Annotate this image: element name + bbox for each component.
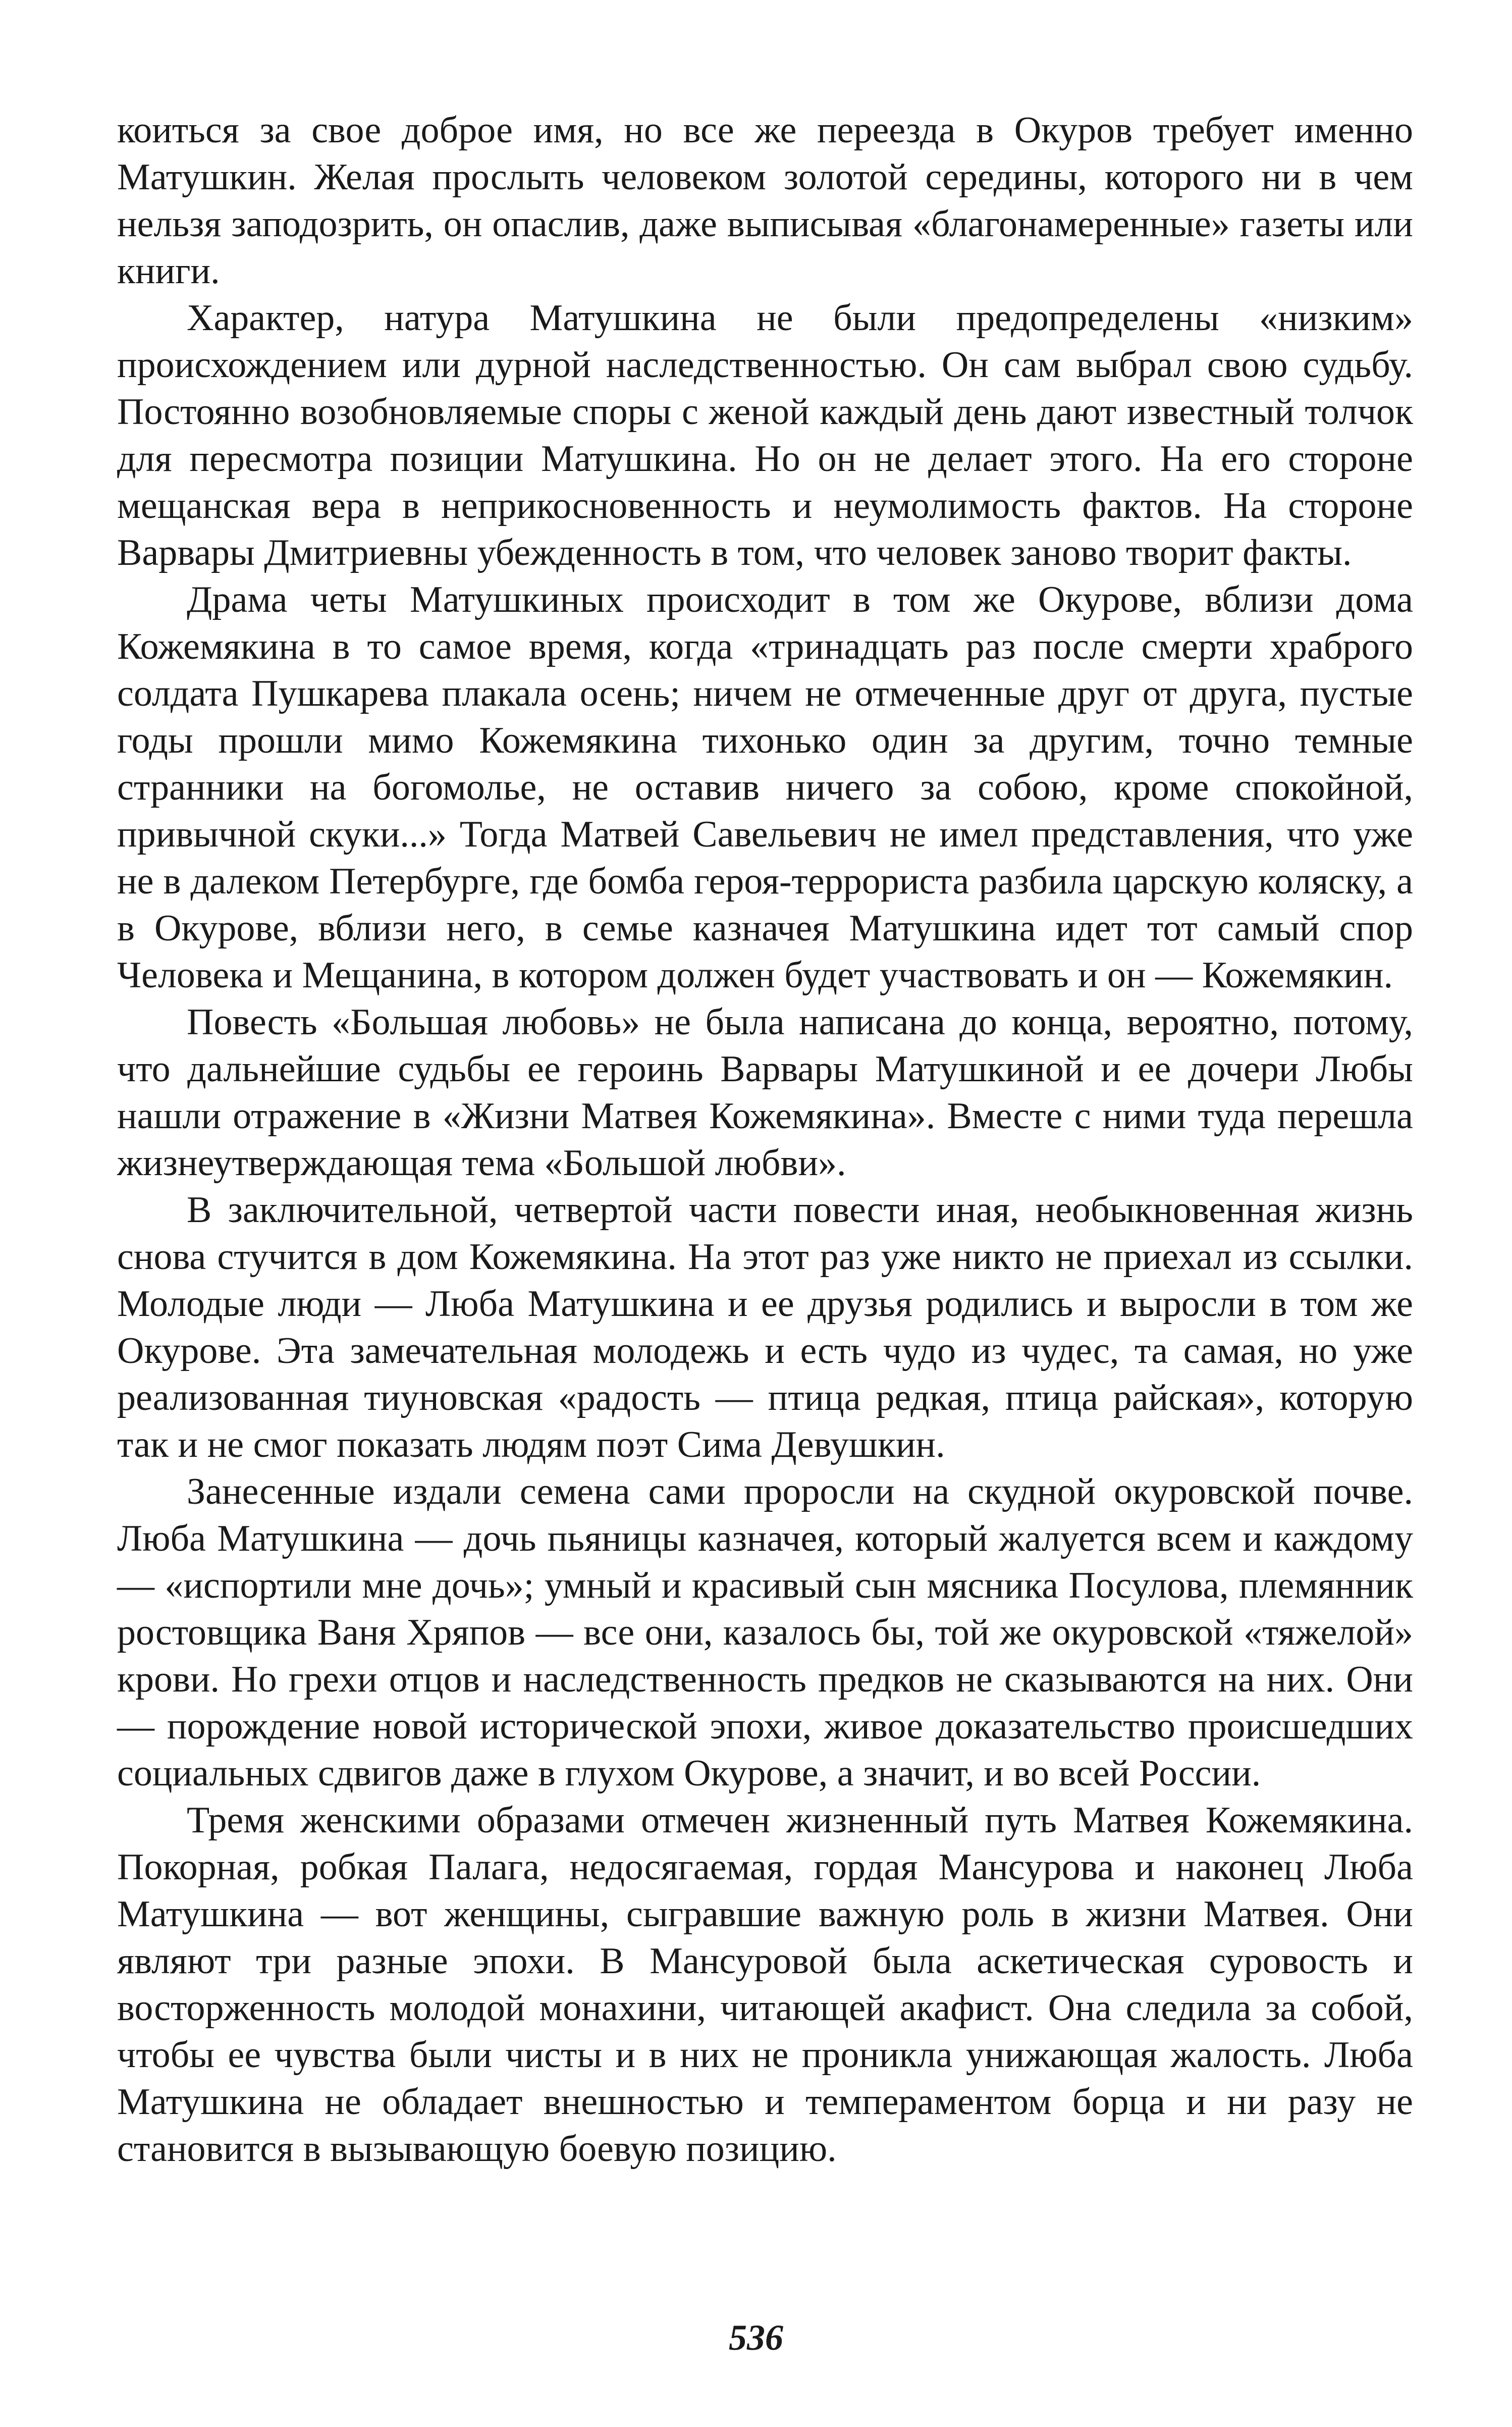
body-text bbox=[117, 107, 1413, 2173]
paragraph-4: Повесть «Большая любовь» не была написана до конца, вероятно, потому, что дальнейшие судьбы ее героинь Варвары Матушкиной и ее дочери Любы нашли отражение в «Жизни Матвея Кожемякина». Вместе с ними туда перешла жизнеутверждающая тема «Большой любви». bbox=[117, 1001, 1413, 1184]
page-number: 536 bbox=[729, 2317, 783, 2358]
paragraph-5: В заключительной, четвертой части повести иная, необыкновенная жизнь снова стучится в дом Кожемякина. На этот раз уже никто не приехал из ссылки. Молодые люди — Люба Матушкина и ее друзья родились и выросли в том же Окурове. Эта замечательная молодежь и есть чудо из чудес, та самая, но уже реализованная тиуновская «радость — птица редкая, птица райская», которую так и не смог показать людям поэт Сима Девушкин. bbox=[117, 1189, 1413, 1465]
paragraph-6: Занесенные издали семена сами проросли на скудной окуровской почве. Люба Матушкина — дочь пьяницы казначея, который жалуется всем и каждому — «испортили мне дочь»; умный и красивый сын мясника Посулова, племянник ростовщика Ваня Хряпов — все они, казалось бы, той же окуровской «тяжелой» крови. Но грехи отцов и наследственность предков не сказываются на них. Они — порождение новой исторической эпохи, живое доказательство происшедших социальных сдвигов даже в глухом Окурове, а значит, и во всей России. bbox=[117, 1471, 1413, 1794]
paragraph-1: коиться за свое доброе имя, но все же переезда в Окуров требует именно Матушкин. Желая прослыть человеком золотой середины, которого ни в чем нельзя заподозрить, он опаслив, даже выписывая «благонамеренные» газеты или книги. bbox=[117, 110, 1413, 292]
paragraph-3: Драма четы Матушкиных происходит в том же Окурове, вблизи дома Кожемякина в то самое время, когда «тринадцать раз после смерти храброго солдата Пушкарева плакала осень; ничем не отмеченные друг от друга, пустые годы прошли мимо Кожемякина тихонько один за другим, точно темные странники на богомолье, не оставив ничего за собою, кроме спокойной, привычной скуки...» Тогда Матвей Савельевич не имел представления, что уже не в далеком Петербурге, где бомба героя-террориста разбила царскую коляску, а в Окурове, вблизи него, в семье казначея Матушкина идет тот самый спор Человека и Мещанина, в котором должен будет участвовать и он — Кожемякин. bbox=[117, 579, 1413, 996]
paragraph-7: Тремя женскими образами отмечен жизненный путь Матвея Кожемякина. Покорная, робкая Палага, недосягаемая, гордая Мансурова и наконец Люба Матушкина — вот женщины, сыгравшие важную роль в жизни Матвея. Они являют три разные эпохи. В Мансуровой была аскетическая суровость и восторженность молодой монахини, читающей акафист. Она следила за собой, чтобы ее чувства были чисты и в них не проникла унижающая жалость. Люба Матушкина не обладает внешностью и темпераментом борца и ни разу не становится в вызывающую боевую позицию. bbox=[117, 1800, 1413, 2170]
paragraph-2: Характер, натура Матушкина не были предопределены «низким» происхождением или дурной наследственностью. Он сам выбрал свою судьбу. Постоянно возобновляемые споры с женой каждый день дают известный толчок для пересмотра позиции Матушкина. Но он не делает этого. На его стороне мещанская вера в неприкосновенность и неумолимость фактов. На стороне Варвары Дмитриевны убежденность в том, что человек заново творит факты. bbox=[117, 297, 1413, 573]
